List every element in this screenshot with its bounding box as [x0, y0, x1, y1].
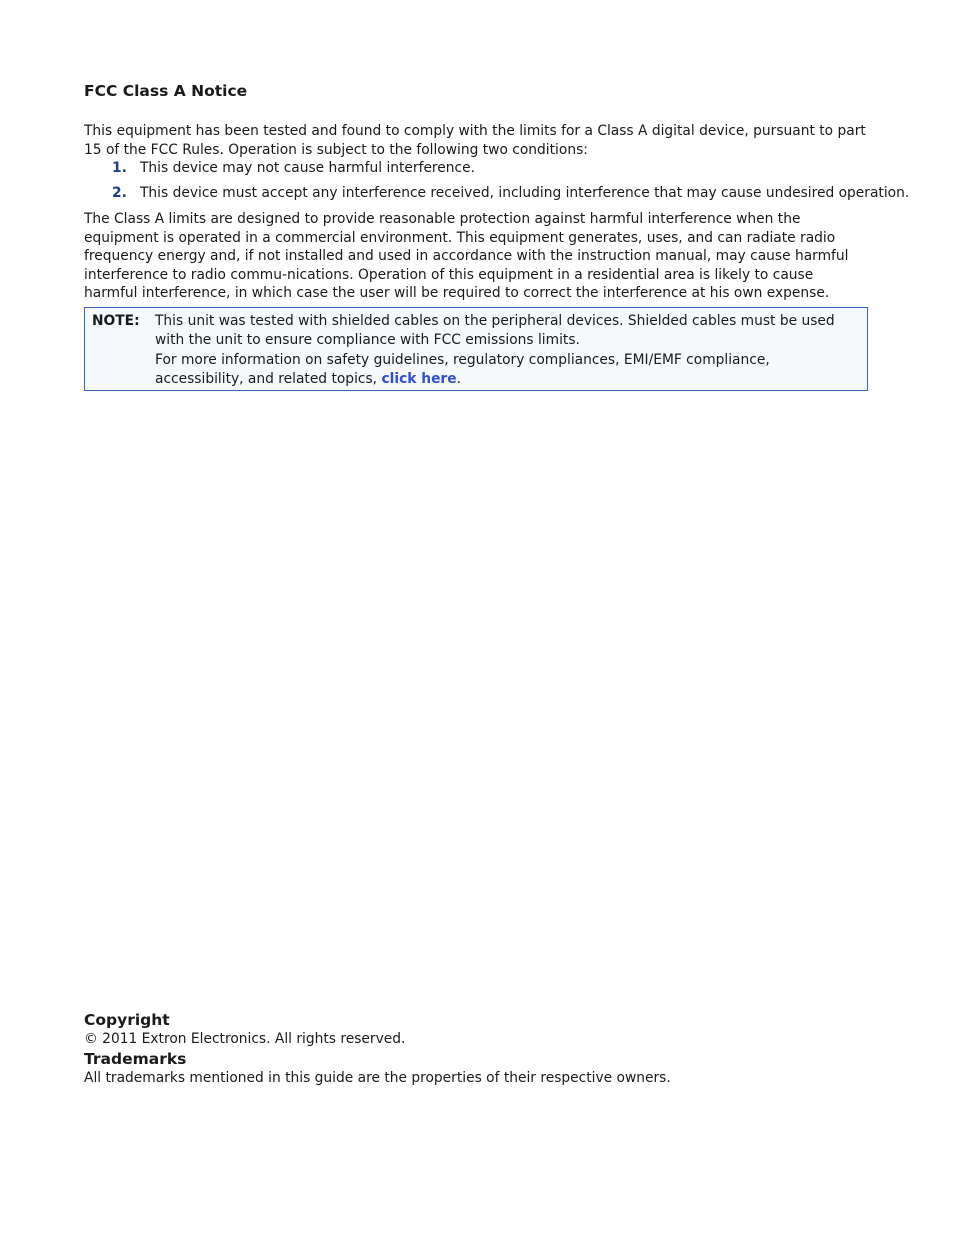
- note-box: [84, 307, 868, 391]
- note-shielded-cables-text: This unit was tested with shielded cables on the peripheral devices. Shielded cables must be used with the unit to ensure compliance with FCC emissions limits.: [155, 313, 835, 348]
- list-item-number: 1.: [112, 160, 127, 176]
- class-a-limits-paragraph: The Class A limits are designed to provide reasonable protection against harmful interference when the equipment is operated in a commercial environment. This equipment generates, uses, and can radiate radio frequency energy and, if not installed and used in accordance with the instruction manual, may cause harmful interference to radio commu-nications. Operation of this equipment in a residential area is likely to cause harmful interference, in which case the user will be required to correct the interference at his own expense.: [84, 211, 849, 302]
- fcc-intro-paragraph: This equipment has been tested and found to comply with the limits for a Class A digital device, pursuant to part 15 of the FCC Rules. Operation is subject to the following two conditions:: [84, 123, 866, 158]
- list-item-text: This device may not cause harmful interference.: [140, 160, 475, 176]
- note-more-info-text: [155, 351, 861, 388]
- trademarks-text: All trademarks mentioned in this guide are the properties of their respective owners.: [84, 1070, 671, 1086]
- copyright-text: © 2011 Extron Electronics. All rights reserved.: [84, 1031, 406, 1047]
- copyright-heading: Copyright: [84, 1011, 170, 1029]
- note-more-info-suffix: .: [456, 370, 461, 387]
- note-more-info-prefix: For more information on safety guidelines, regulatory compliances, EMI/EMF compliance, accessibility, and related topics,: [155, 352, 770, 387]
- trademarks-heading: Trademarks: [84, 1050, 187, 1068]
- click-here-link[interactable]: click here: [381, 370, 457, 387]
- fcc-notice-heading: FCC Class A Notice: [84, 82, 248, 100]
- note-label: NOTE:: [92, 313, 140, 329]
- list-item-number: 2.: [112, 185, 127, 201]
- list-item-text: This device must accept any interference received, including interference that may cause undesired operation.: [140, 185, 910, 201]
